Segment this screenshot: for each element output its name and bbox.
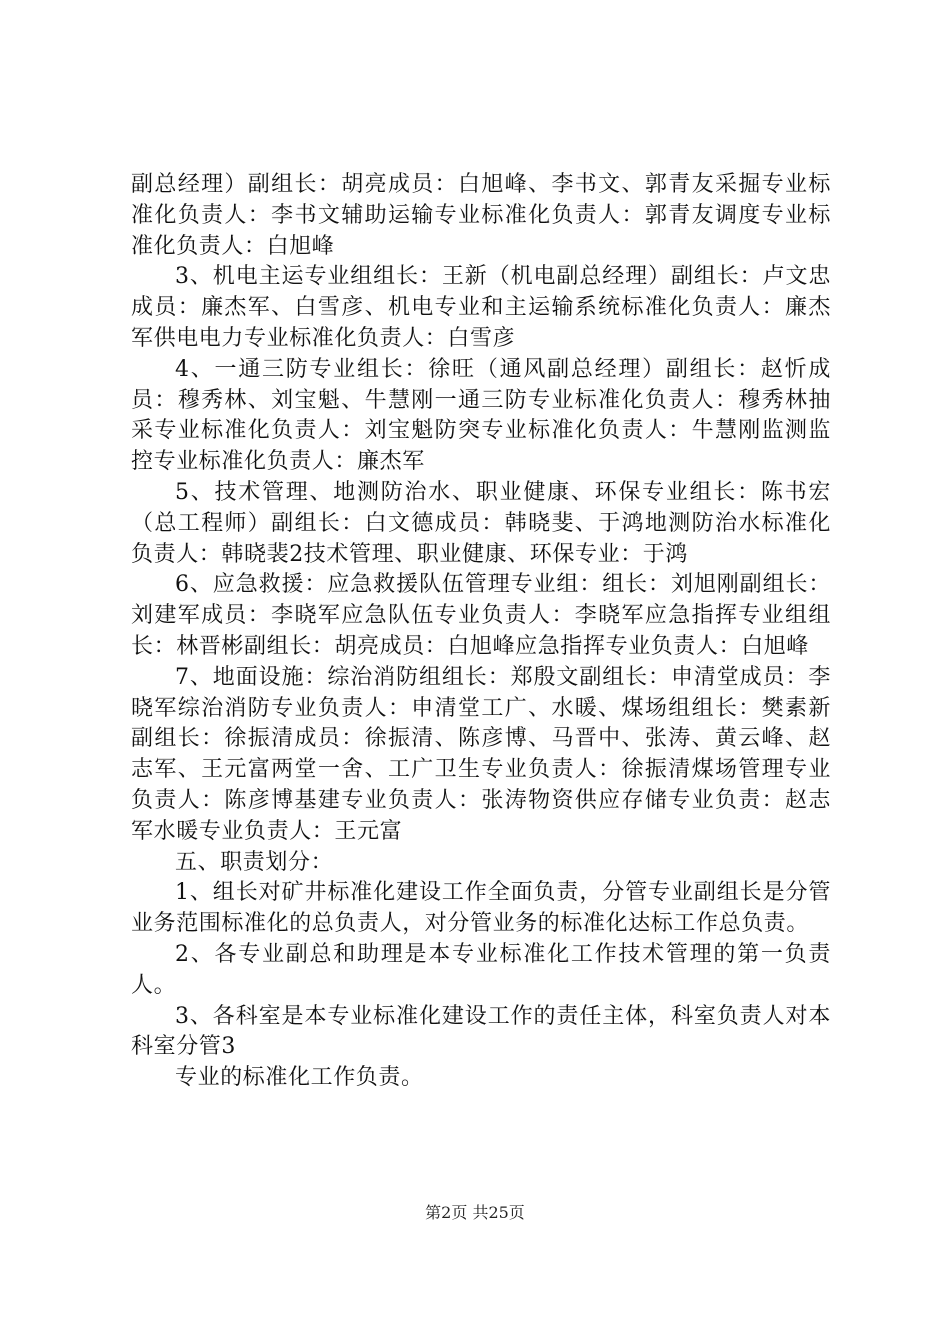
paragraph-1: 副总经理）副组长：胡亮成员：白旭峰、李书文、郭青友采掘专业标准化负责人：李书文辅助运输专业标准化负责人：郭青友调度专业标准化负责人：白旭峰	[131, 172, 831, 259]
paragraph-9: 3、各科室是本专业标准化建设工作的责任主体，科室负责人对本科室分管3	[131, 1003, 831, 1060]
paragraph-2: 3、机电主运专业组组长：王新（机电副总经理）副组长：卢文忠成员：廉杰军、白雪彦、机电专业和主运输系统标准化负责人：廉杰军供电电力专业标准化负责人：白雪彦	[131, 264, 831, 351]
paragraph-7: 1、组长对矿井标准化建设工作全面负责，分管专业副组长是分管业务范围标准化的总负责人，对分管业务的标准化达标工作总负责。	[131, 880, 831, 937]
section-heading: 五、职责划分：	[175, 849, 334, 875]
paragraph-5: 6、应急救援：应急救援队伍管理专业组：组长：刘旭刚副组长：刘建军成员：李晓军应急队伍专业负责人：李晓军应急指挥专业组组长：林晋彬副组长：胡亮成员：白旭峰应急指挥专业负责人：白旭峰	[131, 572, 831, 659]
page-footer: 第2页 共25页	[425, 1203, 525, 1222]
paragraph-3: 4、一通三防专业组长：徐旺（通风副总经理）副组长：赵忻成员：穆秀林、刘宝魁、牛慧刚一通三防专业标准化负责人：穆秀林抽采专业标准化负责人：刘宝魁防突专业标准化负责人：牛慧刚监测监控专业标准化负责人：廉杰军	[131, 356, 831, 475]
paragraph-4: 5、技术管理、地测防治水、职业健康、环保专业组长：陈书宏（总工程师）副组长：白文德成员：韩晓斐、于鸿地测防治水标准化负责人：韩晓裴2技术管理、职业健康、环保专业：于鸿	[131, 479, 831, 567]
paragraph-10: 专业的标准化工作负责。	[175, 1065, 424, 1091]
document-body	[131, 170, 831, 1094]
paragraph-8: 2、各专业副总和助理是本专业标准化工作技术管理的第一负责人。	[131, 941, 831, 998]
paragraph-6: 7、地面设施：综治消防组组长：郑殷文副组长：申清堂成员：李晓军综治消防专业负责人：申清堂工广、水暖、煤场组组长：樊素新副组长：徐振清成员：徐振清、陈彦博、马晋中、张涛、黄云峰、赵志军、王元富两堂一舍、工广卫生专业负责人：徐振清煤场管理专业负责人：陈彦博基建专业负责人：张涛物资供应存储专业负责：赵志军水暖专业负责人：王元富	[131, 664, 831, 844]
